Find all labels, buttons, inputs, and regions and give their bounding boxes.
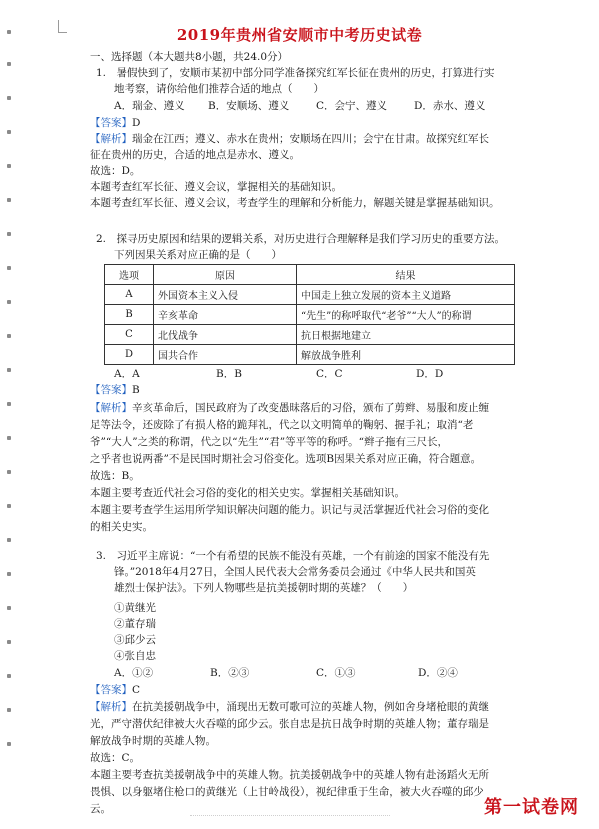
q3-item: ③邱少云 <box>114 634 156 646</box>
analysis-text: 瑞金在江西；遵义、赤水在贵州；安顺场在四川；会宁在甘肃。故探究红军长 <box>132 133 489 145</box>
q2-stem-line: 下列因果关系对应正确的是（ ） <box>114 249 282 261</box>
table-header-row <box>105 265 515 285</box>
q1-analysis-line: 本题考查红军长征、遵义会议，考查学生的理解和分析能力，解题关键是掌握基础知识。 <box>90 197 500 209</box>
table-cell: “先生”的称呼取代“老爷”“大人”的称谓 <box>297 305 515 325</box>
q2-analysis-line: 故选：B。 <box>90 470 140 482</box>
q2-option-b: B．B <box>216 368 242 380</box>
q3-analysis-line <box>90 700 489 714</box>
q3-options <box>114 666 514 680</box>
q1-option-c: C．会宁、遵义 <box>316 100 388 112</box>
table-row <box>105 345 515 365</box>
q2-analysis-line: 本题主要考查近代社会习俗的变化的相关史实。掌握相关基础知识。 <box>90 487 405 499</box>
page-title: 2019年贵州省安顺市中考历史试卷 <box>176 26 423 44</box>
table-cell: 国共合作 <box>154 345 297 365</box>
q3-stem-line: 锋。”2018年4月27日，全国人民代表大会常务委员会通过《中华人民共和国英 <box>114 566 476 578</box>
q1-options <box>114 99 514 113</box>
table-row <box>105 305 515 325</box>
q3-analysis-line: 本题主要考查抗美援朝战争中的英雄人物。抗美援朝战争中的英雄人物有赴汤蹈火无所 <box>90 769 489 781</box>
table-cell: 辛亥革命 <box>154 305 297 325</box>
q2-option-a: A．A <box>114 368 140 380</box>
binding-dots <box>3 0 15 760</box>
q1-option-a: A．瑞金、遵义 <box>114 100 185 112</box>
q3-stem-line: 3. 习近平主席说：“一个有希望的民族不能没有英雄，一个有前途的国家不能没有先 <box>96 550 490 562</box>
q3-item: ④张自忠 <box>114 650 156 662</box>
table-header-cell: 结果 <box>297 265 515 285</box>
table-cell: D <box>105 345 154 365</box>
analysis-text: 在抗美援朝战争中，涌现出无数可歌可泣的英雄人物，例如舍身堵枪眼的黄继 <box>132 701 489 713</box>
table-row <box>105 285 515 305</box>
q1-option-b: B．安顺场、遵义 <box>208 100 290 112</box>
analysis-text: 辛亥革命后，国民政府为了改变愚昧落后的习俗，颁布了剪辫、易服和废止缠 <box>132 402 489 414</box>
q2-option-c: C．C <box>316 368 343 380</box>
q1-option-d: D．赤水、遵义 <box>414 100 486 112</box>
section-header: 一、选择题（本大题共8小题，共24.0分） <box>90 51 289 63</box>
table-cell: C <box>105 325 154 345</box>
q2-analysis-line: 之乎者也说两番”不是民国时期社会习俗变化。选项B因果关系对应正确，符合题意。 <box>90 453 482 465</box>
footer-divider <box>190 815 390 824</box>
q1-analysis-line: 征在贵州的历史，合适的地点是赤水、遵义。 <box>90 149 300 161</box>
q1-analysis-line: 本题考查红军长征、遵义会议，掌握相关的基础知识。 <box>90 181 342 193</box>
q2-stem-line: 2. 探寻历史原因和结果的逻辑关系，对历史进行合理解释是我们学习历史的重要方法。 <box>96 233 506 245</box>
q2-analysis-line: 本题主要考查学生运用所学知识解决问题的能力。识记与灵活掌握近代社会习俗的变化 <box>90 504 489 516</box>
table-row <box>105 325 515 345</box>
q3-stem-line: 雄烈士保护法》。下列人物哪些是抗美援朝时期的英雄？（ ） <box>114 582 414 594</box>
answer-value: C <box>132 684 141 696</box>
q3-analysis-line: 光，严守潜伏纪律被大火吞噬的邱少云。张自忠是抗日战争时期的英雄人物；董存瑞是 <box>90 718 489 730</box>
answer-tag: 【答案】 <box>90 117 132 129</box>
table-cell: 外国资本主义入侵 <box>154 285 297 305</box>
q3-item: ①黄继光 <box>114 602 156 614</box>
q3-answer <box>90 683 140 697</box>
q3-option-d: D．②④ <box>418 667 458 679</box>
q3-option-c: C．①③ <box>316 667 356 679</box>
table-header-cell: 选项 <box>105 265 154 285</box>
table-cell: 抗日根据地建立 <box>297 325 515 345</box>
q2-analysis-line <box>90 401 489 415</box>
answer-value: D <box>132 117 141 129</box>
table-cell: A <box>105 285 154 305</box>
table-header-cell: 原因 <box>154 265 297 285</box>
q2-analysis-line: 爷”“大人”之类的称谓，代之以“先生”“君”等平等的称呼。“辫子拖有三尺长， <box>90 436 448 448</box>
q3-analysis-line: 云。 <box>90 803 111 815</box>
q3-analysis-line: 畏惧、以身躯堵住枪口的黄继光（上甘岭战役），视纪律重于生命，被大火吞噬的邱少 <box>90 786 484 798</box>
q2-analysis-line: 的相关史实。 <box>90 521 153 533</box>
q1-analysis-line <box>90 132 489 146</box>
analysis-tag: 【解析】 <box>90 133 132 145</box>
q3-option-a: A．①② <box>114 667 154 679</box>
q1-answer <box>90 116 140 130</box>
table-cell: 北伐战争 <box>154 325 297 345</box>
answer-value: B <box>132 384 140 396</box>
cause-effect-table <box>104 264 515 365</box>
q2-answer <box>90 383 140 397</box>
analysis-tag: 【解析】 <box>90 701 132 713</box>
table-cell: 中国走上独立发展的资本主义道路 <box>297 285 515 305</box>
watermark-logo: 第一试卷网 <box>484 797 579 818</box>
q1-analysis-line: 故选：D。 <box>90 165 141 177</box>
q3-analysis-line: 故选：C。 <box>90 752 141 764</box>
table-cell: B <box>105 305 154 325</box>
table-cell: 解放战争胜利 <box>297 345 515 365</box>
q3-item: ②董存瑞 <box>114 618 156 630</box>
answer-tag: 【答案】 <box>90 384 132 396</box>
analysis-tag: 【解析】 <box>90 402 132 414</box>
q2-options <box>114 367 514 381</box>
q2-option-d: D．D <box>416 368 444 380</box>
answer-tag: 【答案】 <box>90 684 132 696</box>
q3-option-b: B．②③ <box>210 667 250 679</box>
q3-analysis-line: 解放战争时期的英雄人物。 <box>90 735 216 747</box>
q2-analysis-line: 足等法令，还废除了有损人格的跪拜礼，代之以文明简单的鞠躬、握手礼；取消“老 <box>90 419 474 431</box>
q1-stem-line: 地考察，请你给他们推荐合适的地点（ ） <box>114 83 324 95</box>
q1-stem-line: 1. 暑假快到了，安顺市某初中部分同学准备探究红军长征在贵州的历史，打算进行实 <box>96 67 495 79</box>
